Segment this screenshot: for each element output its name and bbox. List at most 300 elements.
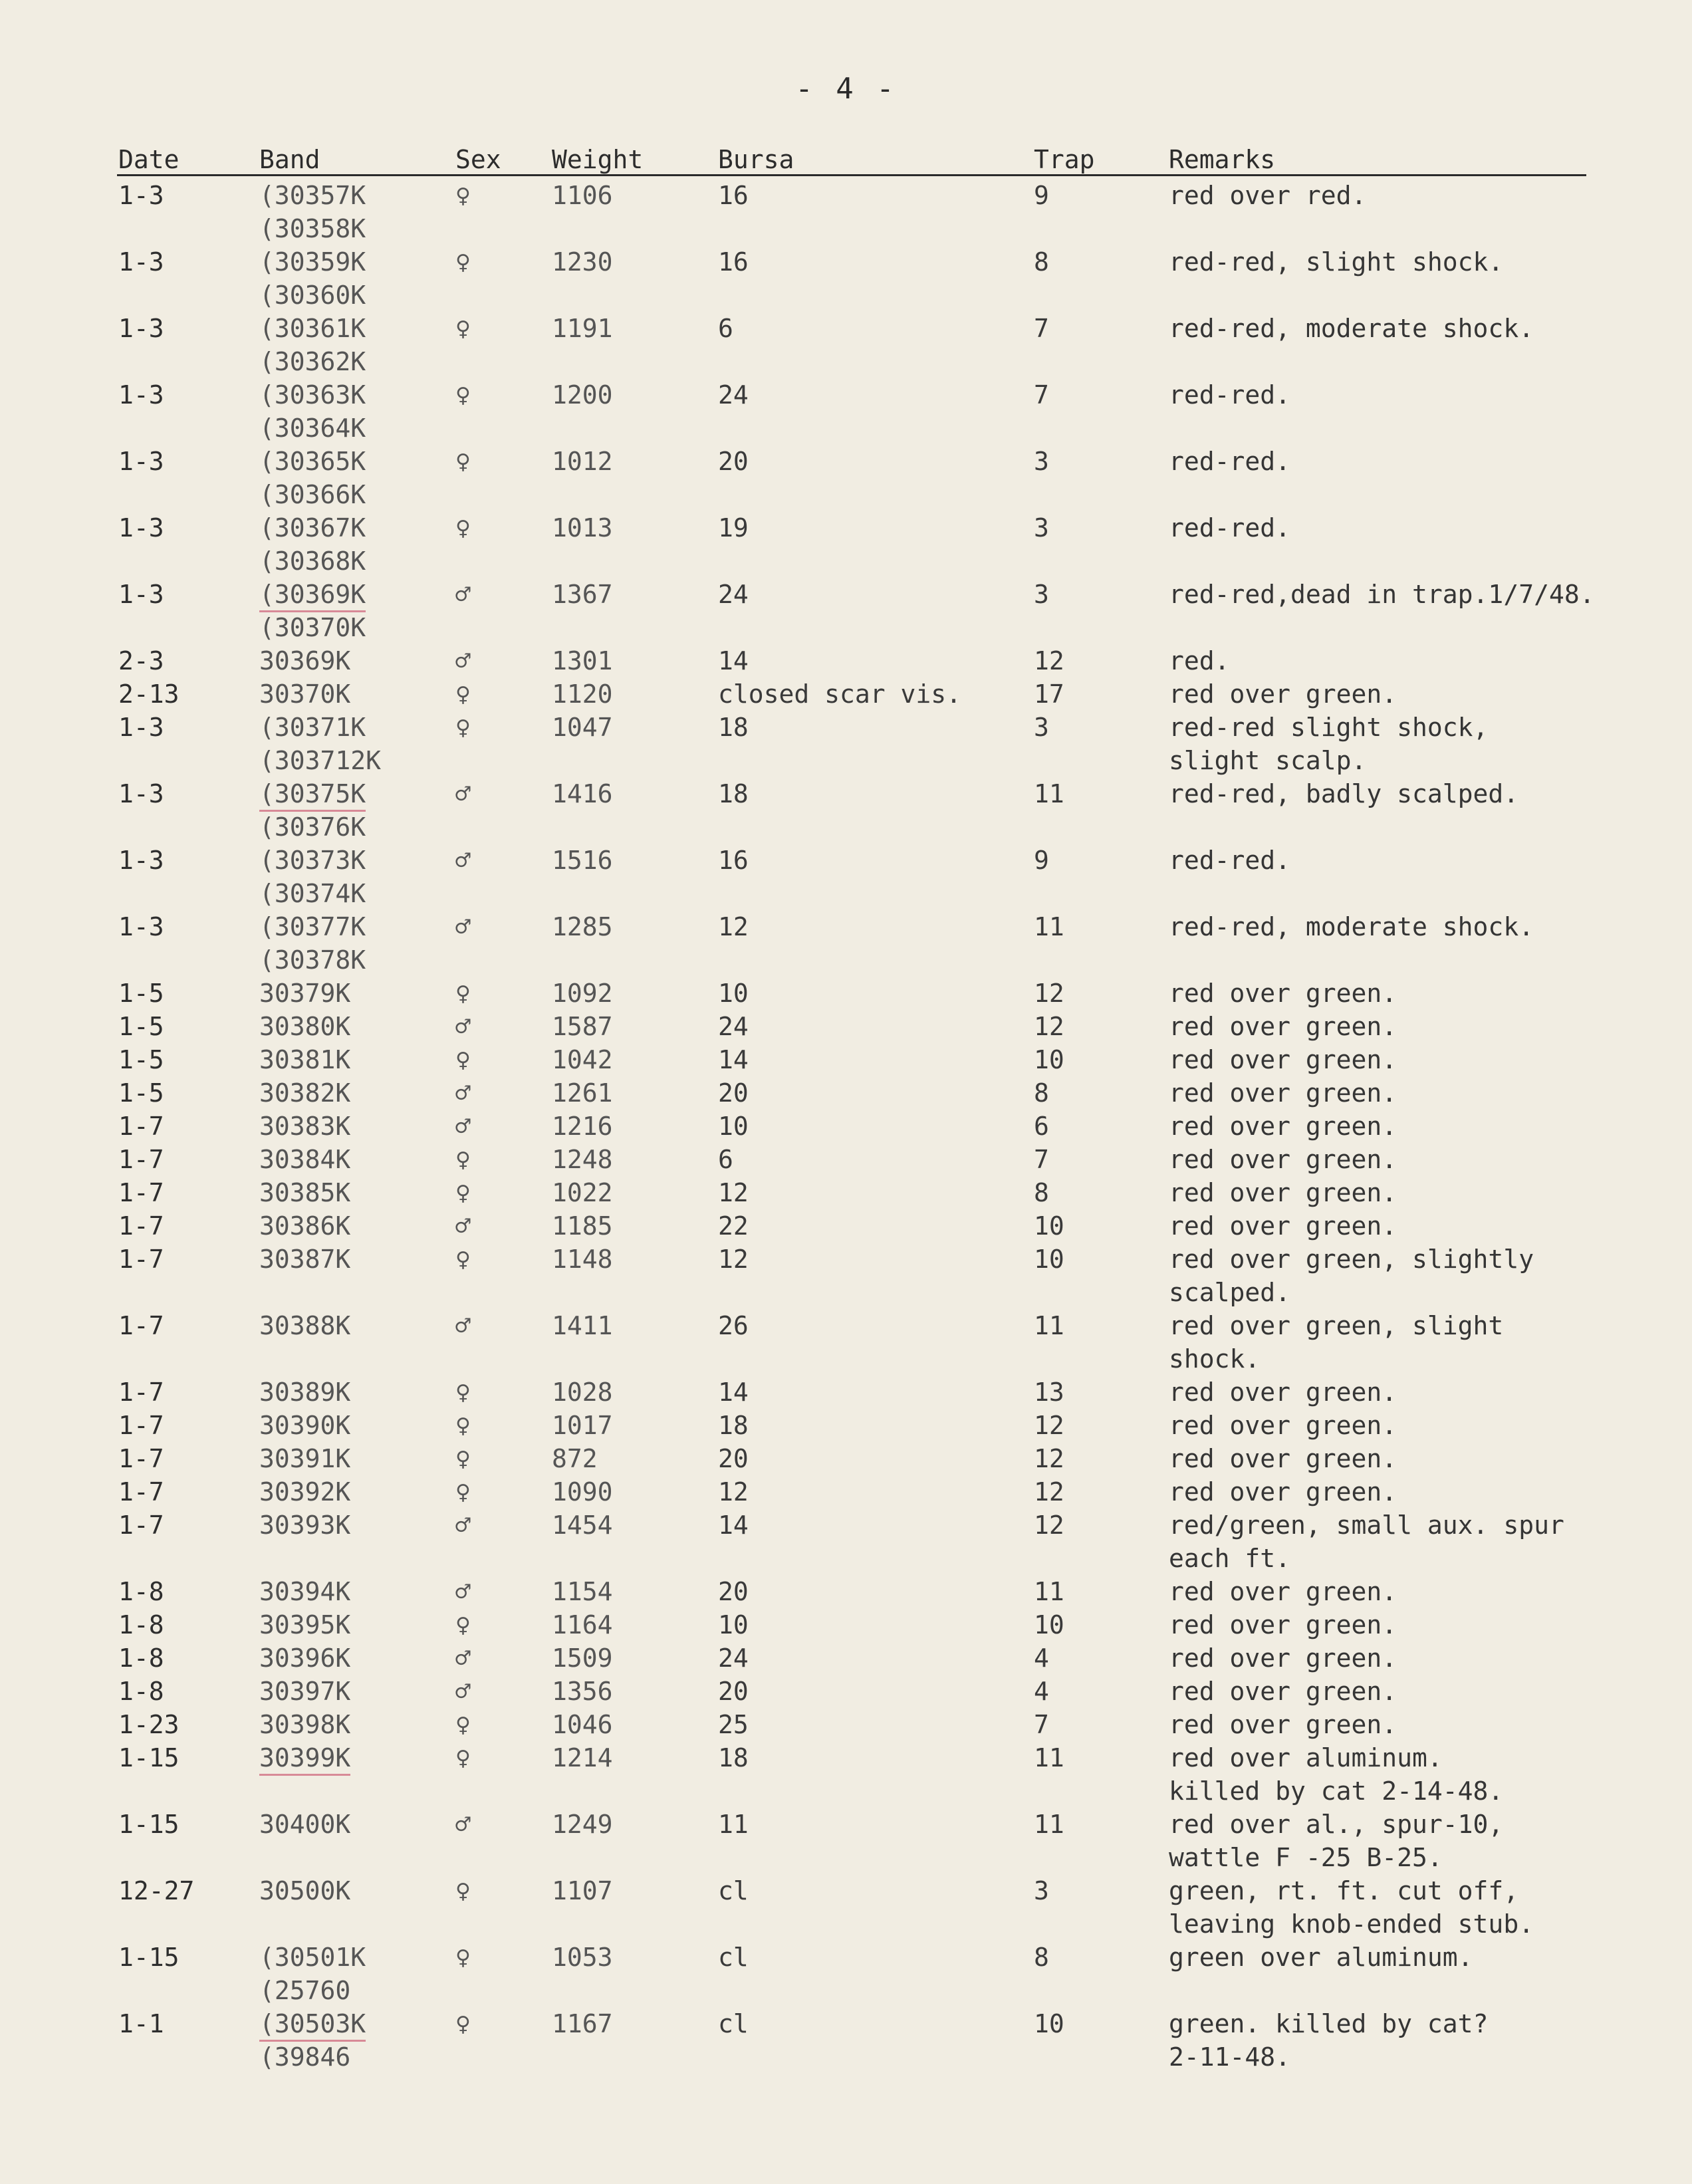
cell-band: (30378K bbox=[259, 945, 366, 975]
cell-sex: ♀ bbox=[455, 181, 471, 210]
cell-band: 30389K bbox=[259, 1378, 351, 1407]
cell-bursa: 20 bbox=[718, 1444, 749, 1473]
cell-band: 30379K bbox=[259, 979, 351, 1008]
table-row bbox=[0, 2006, 1692, 2040]
table-row bbox=[0, 1342, 1692, 1375]
cell-trap: 3 bbox=[1034, 713, 1049, 742]
cell-trap: 17 bbox=[1034, 679, 1064, 709]
header-trap: Trap bbox=[1034, 145, 1095, 174]
cell-trap: 6 bbox=[1034, 1112, 1049, 1141]
cell-bursa: 26 bbox=[718, 1311, 749, 1340]
cell-bursa: 24 bbox=[718, 1012, 749, 1041]
table-row bbox=[0, 178, 1692, 211]
cell-band: 30391K bbox=[259, 1444, 351, 1473]
cell-bursa: 16 bbox=[718, 181, 749, 210]
cell-trap: 7 bbox=[1034, 1710, 1049, 1739]
cell-bursa: 16 bbox=[718, 247, 749, 277]
cell-sex: ♀ bbox=[455, 247, 471, 277]
table-row bbox=[0, 1940, 1692, 1973]
cell-bursa: 18 bbox=[718, 779, 749, 808]
cell-band: (30358K bbox=[259, 214, 366, 243]
table-row bbox=[0, 1242, 1692, 1275]
cell-band: 30387K bbox=[259, 1245, 351, 1274]
cell-bursa: 12 bbox=[718, 1245, 749, 1274]
cell-band: (30357K bbox=[259, 181, 366, 210]
cell-remarks: red over al., spur-10, bbox=[1169, 1810, 1504, 1839]
cell-remarks: red over green, slightly bbox=[1169, 1245, 1534, 1274]
cell-trap: 7 bbox=[1034, 314, 1049, 343]
table-row bbox=[0, 344, 1692, 378]
cell-bursa: 22 bbox=[718, 1211, 749, 1241]
cell-remarks: red-red, slight shock. bbox=[1169, 247, 1504, 277]
cell-trap: 10 bbox=[1034, 1045, 1064, 1074]
cell-sex: ♀ bbox=[455, 1411, 471, 1440]
header-rule bbox=[117, 174, 1586, 176]
cell-date: 1-15 bbox=[118, 1810, 180, 1839]
cell-band: (30501K bbox=[259, 1943, 366, 1972]
cell-band: (30366K bbox=[259, 480, 366, 509]
cell-band: 30393K bbox=[259, 1511, 351, 1540]
cell-weight: 1509 bbox=[552, 1643, 613, 1673]
cell-remarks: green over aluminum. bbox=[1169, 1943, 1473, 1972]
cell-bursa: cl bbox=[718, 2009, 749, 2038]
table-row bbox=[0, 1441, 1692, 1475]
cell-trap: 10 bbox=[1034, 1610, 1064, 1639]
cell-sex: ♀ bbox=[455, 1045, 471, 1074]
cell-sex: ♂ bbox=[455, 846, 471, 875]
cell-remarks: red/green, small aux. spur bbox=[1169, 1511, 1564, 1540]
cell-trap: 12 bbox=[1034, 1511, 1064, 1540]
cell-band: 30370K bbox=[259, 679, 351, 709]
cell-band: 30396K bbox=[259, 1643, 351, 1673]
table-row bbox=[0, 211, 1692, 245]
cell-sex: ♀ bbox=[455, 1444, 471, 1473]
cell-trap: 7 bbox=[1034, 1145, 1049, 1174]
cell-date: 1-8 bbox=[118, 1610, 164, 1639]
cell-trap: 11 bbox=[1034, 1743, 1064, 1772]
table-row bbox=[0, 943, 1692, 976]
cell-date: 1-3 bbox=[118, 580, 164, 609]
cell-remarks: red-red slight shock, bbox=[1169, 713, 1489, 742]
cell-date: 1-15 bbox=[118, 1743, 180, 1772]
table-row bbox=[0, 743, 1692, 777]
cell-date: 1-3 bbox=[118, 713, 164, 742]
cell-trap: 11 bbox=[1034, 779, 1064, 808]
cell-remarks: red-red, badly scalped. bbox=[1169, 779, 1519, 808]
cell-sex: ♂ bbox=[455, 1012, 471, 1041]
cell-date: 1-7 bbox=[118, 1145, 164, 1174]
cell-remarks: red-red. bbox=[1169, 846, 1291, 875]
cell-sex: ♂ bbox=[455, 1511, 471, 1540]
cell-trap: 12 bbox=[1034, 1444, 1064, 1473]
cell-weight: 1120 bbox=[552, 679, 613, 709]
cell-band: 30384K bbox=[259, 1145, 351, 1174]
cell-trap: 12 bbox=[1034, 979, 1064, 1008]
cell-trap: 11 bbox=[1034, 912, 1064, 941]
cell-remarks: scalped. bbox=[1169, 1278, 1291, 1307]
cell-remarks: green, rt. ft. cut off, bbox=[1169, 1876, 1519, 1905]
cell-remarks: red. bbox=[1169, 646, 1230, 675]
cell-weight: 1454 bbox=[552, 1511, 613, 1540]
cell-remarks: each ft. bbox=[1169, 1544, 1291, 1573]
table-row bbox=[0, 910, 1692, 943]
table-row bbox=[0, 1707, 1692, 1741]
cell-trap: 10 bbox=[1034, 2009, 1064, 2038]
cell-weight: 1046 bbox=[552, 1710, 613, 1739]
header-weight: Weight bbox=[552, 145, 644, 174]
cell-weight: 1285 bbox=[552, 912, 613, 941]
cell-sex: ♂ bbox=[455, 1112, 471, 1141]
table-row bbox=[0, 1375, 1692, 1408]
cell-trap: 10 bbox=[1034, 1245, 1064, 1274]
cell-remarks: red over green. bbox=[1169, 1112, 1397, 1141]
cell-bursa: closed scar vis. bbox=[718, 679, 962, 709]
cell-weight: 872 bbox=[552, 1444, 598, 1473]
table-row bbox=[0, 710, 1692, 743]
header-date: Date bbox=[118, 145, 180, 174]
cell-band: 30380K bbox=[259, 1012, 351, 1041]
cell-trap: 10 bbox=[1034, 1211, 1064, 1241]
cell-weight: 1092 bbox=[552, 979, 613, 1008]
cell-date: 1-7 bbox=[118, 1112, 164, 1141]
cell-date: 1-7 bbox=[118, 1245, 164, 1274]
table-row bbox=[0, 1674, 1692, 1707]
cell-remarks: green. killed by cat? bbox=[1169, 2009, 1489, 2038]
cell-sex: ♀ bbox=[455, 679, 471, 709]
cell-sex: ♀ bbox=[455, 2009, 471, 2038]
table-row bbox=[0, 1142, 1692, 1175]
table-row bbox=[0, 1774, 1692, 1807]
cell-trap: 12 bbox=[1034, 1411, 1064, 1440]
cell-band: (39846 bbox=[259, 2042, 351, 2072]
cell-band: 30381K bbox=[259, 1045, 351, 1074]
cell-band: (30367K bbox=[259, 513, 366, 543]
cell-band: 30500K bbox=[259, 1876, 351, 1905]
cell-remarks: red over green, slight bbox=[1169, 1311, 1504, 1340]
cell-bursa: 20 bbox=[718, 1677, 749, 1706]
cell-band: 30399K bbox=[259, 1742, 350, 1776]
table-row bbox=[0, 1475, 1692, 1508]
cell-bursa: 19 bbox=[718, 513, 749, 543]
cell-band: (30368K bbox=[259, 546, 366, 576]
cell-weight: 1017 bbox=[552, 1411, 613, 1440]
cell-weight: 1411 bbox=[552, 1311, 613, 1340]
cell-remarks: slight scalp. bbox=[1169, 746, 1367, 775]
cell-sex: ♂ bbox=[455, 580, 471, 609]
cell-weight: 1587 bbox=[552, 1012, 613, 1041]
cell-bursa: 6 bbox=[718, 1145, 733, 1174]
cell-band: 30395K bbox=[259, 1610, 351, 1639]
table-row bbox=[0, 411, 1692, 444]
table-row bbox=[0, 843, 1692, 876]
cell-date: 1-3 bbox=[118, 380, 164, 410]
cell-date: 1-5 bbox=[118, 979, 164, 1008]
table-row bbox=[0, 2040, 1692, 2073]
table-row bbox=[0, 1508, 1692, 1541]
cell-trap: 8 bbox=[1034, 1078, 1049, 1108]
cell-weight: 1248 bbox=[552, 1145, 613, 1174]
cell-date: 1-7 bbox=[118, 1378, 164, 1407]
table-row bbox=[0, 1076, 1692, 1109]
cell-band: 30392K bbox=[259, 1477, 351, 1507]
cell-trap: 3 bbox=[1034, 580, 1049, 609]
cell-band: (30370K bbox=[259, 613, 366, 642]
cell-sex: ♂ bbox=[455, 1577, 471, 1606]
cell-trap: 8 bbox=[1034, 1943, 1049, 1972]
cell-sex: ♂ bbox=[455, 1643, 471, 1673]
cell-weight: 1356 bbox=[552, 1677, 613, 1706]
table-row bbox=[0, 1275, 1692, 1308]
cell-weight: 1367 bbox=[552, 580, 613, 609]
cell-trap: 7 bbox=[1034, 380, 1049, 410]
cell-remarks: red over red. bbox=[1169, 181, 1367, 210]
cell-date: 1-3 bbox=[118, 447, 164, 476]
cell-band: (25760 bbox=[259, 1976, 351, 2005]
cell-band: (30375K bbox=[259, 778, 366, 812]
cell-sex: ♀ bbox=[455, 1145, 471, 1174]
table-row bbox=[0, 1807, 1692, 1840]
cell-date: 1-3 bbox=[118, 181, 164, 210]
cell-sex: ♀ bbox=[455, 1876, 471, 1905]
cell-trap: 8 bbox=[1034, 1178, 1049, 1207]
cell-weight: 1107 bbox=[552, 1876, 613, 1905]
cell-sex: ♀ bbox=[455, 1743, 471, 1772]
cell-sex: ♂ bbox=[455, 646, 471, 675]
cell-weight: 1047 bbox=[552, 713, 613, 742]
cell-date: 1-8 bbox=[118, 1577, 164, 1606]
cell-weight: 1148 bbox=[552, 1245, 613, 1274]
cell-remarks: red over green. bbox=[1169, 1444, 1397, 1473]
cell-bursa: 6 bbox=[718, 314, 733, 343]
cell-band: (30369K bbox=[259, 578, 366, 612]
cell-sex: ♀ bbox=[455, 1378, 471, 1407]
cell-remarks: leaving knob-ended stub. bbox=[1169, 1909, 1534, 1939]
table-row bbox=[0, 1907, 1692, 1940]
cell-remarks: red over green. bbox=[1169, 1677, 1397, 1706]
cell-date: 1-3 bbox=[118, 314, 164, 343]
cell-weight: 1154 bbox=[552, 1577, 613, 1606]
cell-trap: 11 bbox=[1034, 1810, 1064, 1839]
cell-weight: 1090 bbox=[552, 1477, 613, 1507]
cell-bursa: cl bbox=[718, 1876, 749, 1905]
cell-weight: 1200 bbox=[552, 380, 613, 410]
cell-bursa: 20 bbox=[718, 1577, 749, 1606]
cell-date: 1-8 bbox=[118, 1643, 164, 1673]
cell-bursa: 18 bbox=[718, 1743, 749, 1772]
header-remarks: Remarks bbox=[1169, 145, 1276, 174]
table-row bbox=[0, 1175, 1692, 1209]
cell-date: 1-7 bbox=[118, 1211, 164, 1241]
table-row bbox=[0, 544, 1692, 577]
cell-remarks: red over green. bbox=[1169, 1643, 1397, 1673]
cell-trap: 9 bbox=[1034, 181, 1049, 210]
table-row bbox=[0, 1408, 1692, 1441]
cell-band: 30385K bbox=[259, 1178, 351, 1207]
cell-remarks: 2-11-48. bbox=[1169, 2042, 1291, 2072]
cell-weight: 1028 bbox=[552, 1378, 613, 1407]
cell-bursa: 11 bbox=[718, 1810, 749, 1839]
table-row bbox=[0, 1009, 1692, 1042]
table-row bbox=[0, 1973, 1692, 2006]
cell-trap: 11 bbox=[1034, 1311, 1064, 1340]
cell-remarks: red-red,dead in trap.1/7/48. bbox=[1169, 580, 1595, 609]
cell-weight: 1301 bbox=[552, 646, 613, 675]
cell-sex: ♂ bbox=[455, 1810, 471, 1839]
cell-bursa: cl bbox=[718, 1943, 749, 1972]
cell-date: 1-15 bbox=[118, 1943, 180, 1972]
cell-bursa: 12 bbox=[718, 912, 749, 941]
cell-remarks: red over green. bbox=[1169, 1145, 1397, 1174]
cell-band: (30376K bbox=[259, 812, 366, 842]
cell-trap: 8 bbox=[1034, 247, 1049, 277]
table-body bbox=[0, 178, 1692, 2073]
table-row bbox=[0, 876, 1692, 910]
cell-date: 1-8 bbox=[118, 1677, 164, 1706]
cell-date: 1-3 bbox=[118, 912, 164, 941]
table-row bbox=[0, 1308, 1692, 1342]
cell-sex: ♀ bbox=[455, 1710, 471, 1739]
cell-bursa: 10 bbox=[718, 1112, 749, 1141]
cell-remarks: red over green. bbox=[1169, 679, 1397, 709]
cell-sex: ♀ bbox=[455, 1610, 471, 1639]
header-bursa: Bursa bbox=[718, 145, 794, 174]
cell-trap: 3 bbox=[1034, 513, 1049, 543]
cell-remarks: red over green. bbox=[1169, 1078, 1397, 1108]
table-row bbox=[0, 1209, 1692, 1242]
cell-band: (30503K bbox=[259, 2008, 366, 2042]
cell-remarks: red over green. bbox=[1169, 979, 1397, 1008]
table-row bbox=[0, 311, 1692, 344]
cell-bursa: 12 bbox=[718, 1178, 749, 1207]
header-band: Band bbox=[259, 145, 320, 174]
table-row bbox=[0, 677, 1692, 710]
cell-sex: ♀ bbox=[455, 713, 471, 742]
cell-weight: 1106 bbox=[552, 181, 613, 210]
table-row bbox=[0, 1741, 1692, 1774]
cell-band: (30363K bbox=[259, 380, 366, 410]
cell-trap: 9 bbox=[1034, 846, 1049, 875]
cell-date: 1-7 bbox=[118, 1311, 164, 1340]
cell-band: (303712K bbox=[259, 746, 382, 775]
cell-bursa: 24 bbox=[718, 380, 749, 410]
cell-date: 1-7 bbox=[118, 1178, 164, 1207]
cell-bursa: 10 bbox=[718, 979, 749, 1008]
cell-band: 30386K bbox=[259, 1211, 351, 1241]
cell-remarks: red over green. bbox=[1169, 1045, 1397, 1074]
cell-weight: 1191 bbox=[552, 314, 613, 343]
table-row bbox=[0, 810, 1692, 843]
header-sex: Sex bbox=[455, 145, 501, 174]
cell-date: 1-3 bbox=[118, 513, 164, 543]
cell-band: (30364K bbox=[259, 414, 366, 443]
cell-band: 30382K bbox=[259, 1078, 351, 1108]
cell-weight: 1216 bbox=[552, 1112, 613, 1141]
cell-weight: 1416 bbox=[552, 779, 613, 808]
cell-trap: 4 bbox=[1034, 1677, 1049, 1706]
table-row bbox=[0, 1042, 1692, 1076]
table-row bbox=[0, 1574, 1692, 1608]
cell-trap: 13 bbox=[1034, 1378, 1064, 1407]
cell-bursa: 18 bbox=[718, 713, 749, 742]
cell-remarks: red over green. bbox=[1169, 1577, 1397, 1606]
table-row bbox=[0, 378, 1692, 411]
cell-band: 30394K bbox=[259, 1577, 351, 1606]
cell-weight: 1022 bbox=[552, 1178, 613, 1207]
cell-remarks: red-red. bbox=[1169, 380, 1291, 410]
cell-date: 1-7 bbox=[118, 1444, 164, 1473]
cell-sex: ♂ bbox=[455, 1078, 471, 1108]
cell-trap: 4 bbox=[1034, 1643, 1049, 1673]
table-row bbox=[0, 511, 1692, 544]
table-row bbox=[0, 1608, 1692, 1641]
cell-band: 30388K bbox=[259, 1311, 351, 1340]
cell-weight: 1167 bbox=[552, 2009, 613, 2038]
cell-remarks: red over green. bbox=[1169, 1610, 1397, 1639]
cell-bursa: 25 bbox=[718, 1710, 749, 1739]
table-row bbox=[0, 444, 1692, 477]
table-row bbox=[0, 1874, 1692, 1907]
cell-remarks: red over aluminum. bbox=[1169, 1743, 1443, 1772]
cell-bursa: 14 bbox=[718, 1045, 749, 1074]
cell-remarks: red-red. bbox=[1169, 513, 1291, 543]
cell-band: (30365K bbox=[259, 447, 366, 476]
cell-bursa: 14 bbox=[718, 1511, 749, 1540]
table-row bbox=[0, 278, 1692, 311]
cell-weight: 1249 bbox=[552, 1810, 613, 1839]
cell-band: (30374K bbox=[259, 879, 366, 908]
cell-remarks: red-red. bbox=[1169, 447, 1291, 476]
cell-date: 1-23 bbox=[118, 1710, 180, 1739]
cell-trap: 3 bbox=[1034, 1876, 1049, 1905]
cell-date: 1-3 bbox=[118, 779, 164, 808]
cell-band: 30369K bbox=[259, 646, 351, 675]
cell-trap: 12 bbox=[1034, 1012, 1064, 1041]
cell-date: 12-27 bbox=[118, 1876, 195, 1905]
cell-bursa: 24 bbox=[718, 580, 749, 609]
cell-date: 1-7 bbox=[118, 1511, 164, 1540]
table-row bbox=[0, 1109, 1692, 1142]
cell-band: 30383K bbox=[259, 1112, 351, 1141]
cell-date: 1-5 bbox=[118, 1045, 164, 1074]
cell-bursa: 16 bbox=[718, 846, 749, 875]
cell-bursa: 24 bbox=[718, 1643, 749, 1673]
cell-bursa: 10 bbox=[718, 1610, 749, 1639]
cell-remarks: red over green. bbox=[1169, 1378, 1397, 1407]
cell-sex: ♂ bbox=[455, 779, 471, 808]
cell-remarks: red over green. bbox=[1169, 1012, 1397, 1041]
cell-sex: ♀ bbox=[455, 314, 471, 343]
cell-weight: 1214 bbox=[552, 1743, 613, 1772]
cell-weight: 1230 bbox=[552, 247, 613, 277]
table-row bbox=[0, 577, 1692, 610]
cell-weight: 1042 bbox=[552, 1045, 613, 1074]
cell-band: 30397K bbox=[259, 1677, 351, 1706]
cell-band: 30390K bbox=[259, 1411, 351, 1440]
cell-band: (30359K bbox=[259, 247, 366, 277]
cell-sex: ♀ bbox=[455, 1943, 471, 1972]
table-row bbox=[0, 1641, 1692, 1674]
cell-remarks: red over green. bbox=[1169, 1477, 1397, 1507]
cell-weight: 1053 bbox=[552, 1943, 613, 1972]
cell-date: 1-3 bbox=[118, 846, 164, 875]
cell-bursa: 18 bbox=[718, 1411, 749, 1440]
cell-bursa: 20 bbox=[718, 447, 749, 476]
table-row bbox=[0, 1840, 1692, 1874]
cell-weight: 1185 bbox=[552, 1211, 613, 1241]
cell-sex: ♂ bbox=[455, 1677, 471, 1706]
cell-bursa: 14 bbox=[718, 1378, 749, 1407]
cell-remarks: red over green. bbox=[1169, 1178, 1397, 1207]
